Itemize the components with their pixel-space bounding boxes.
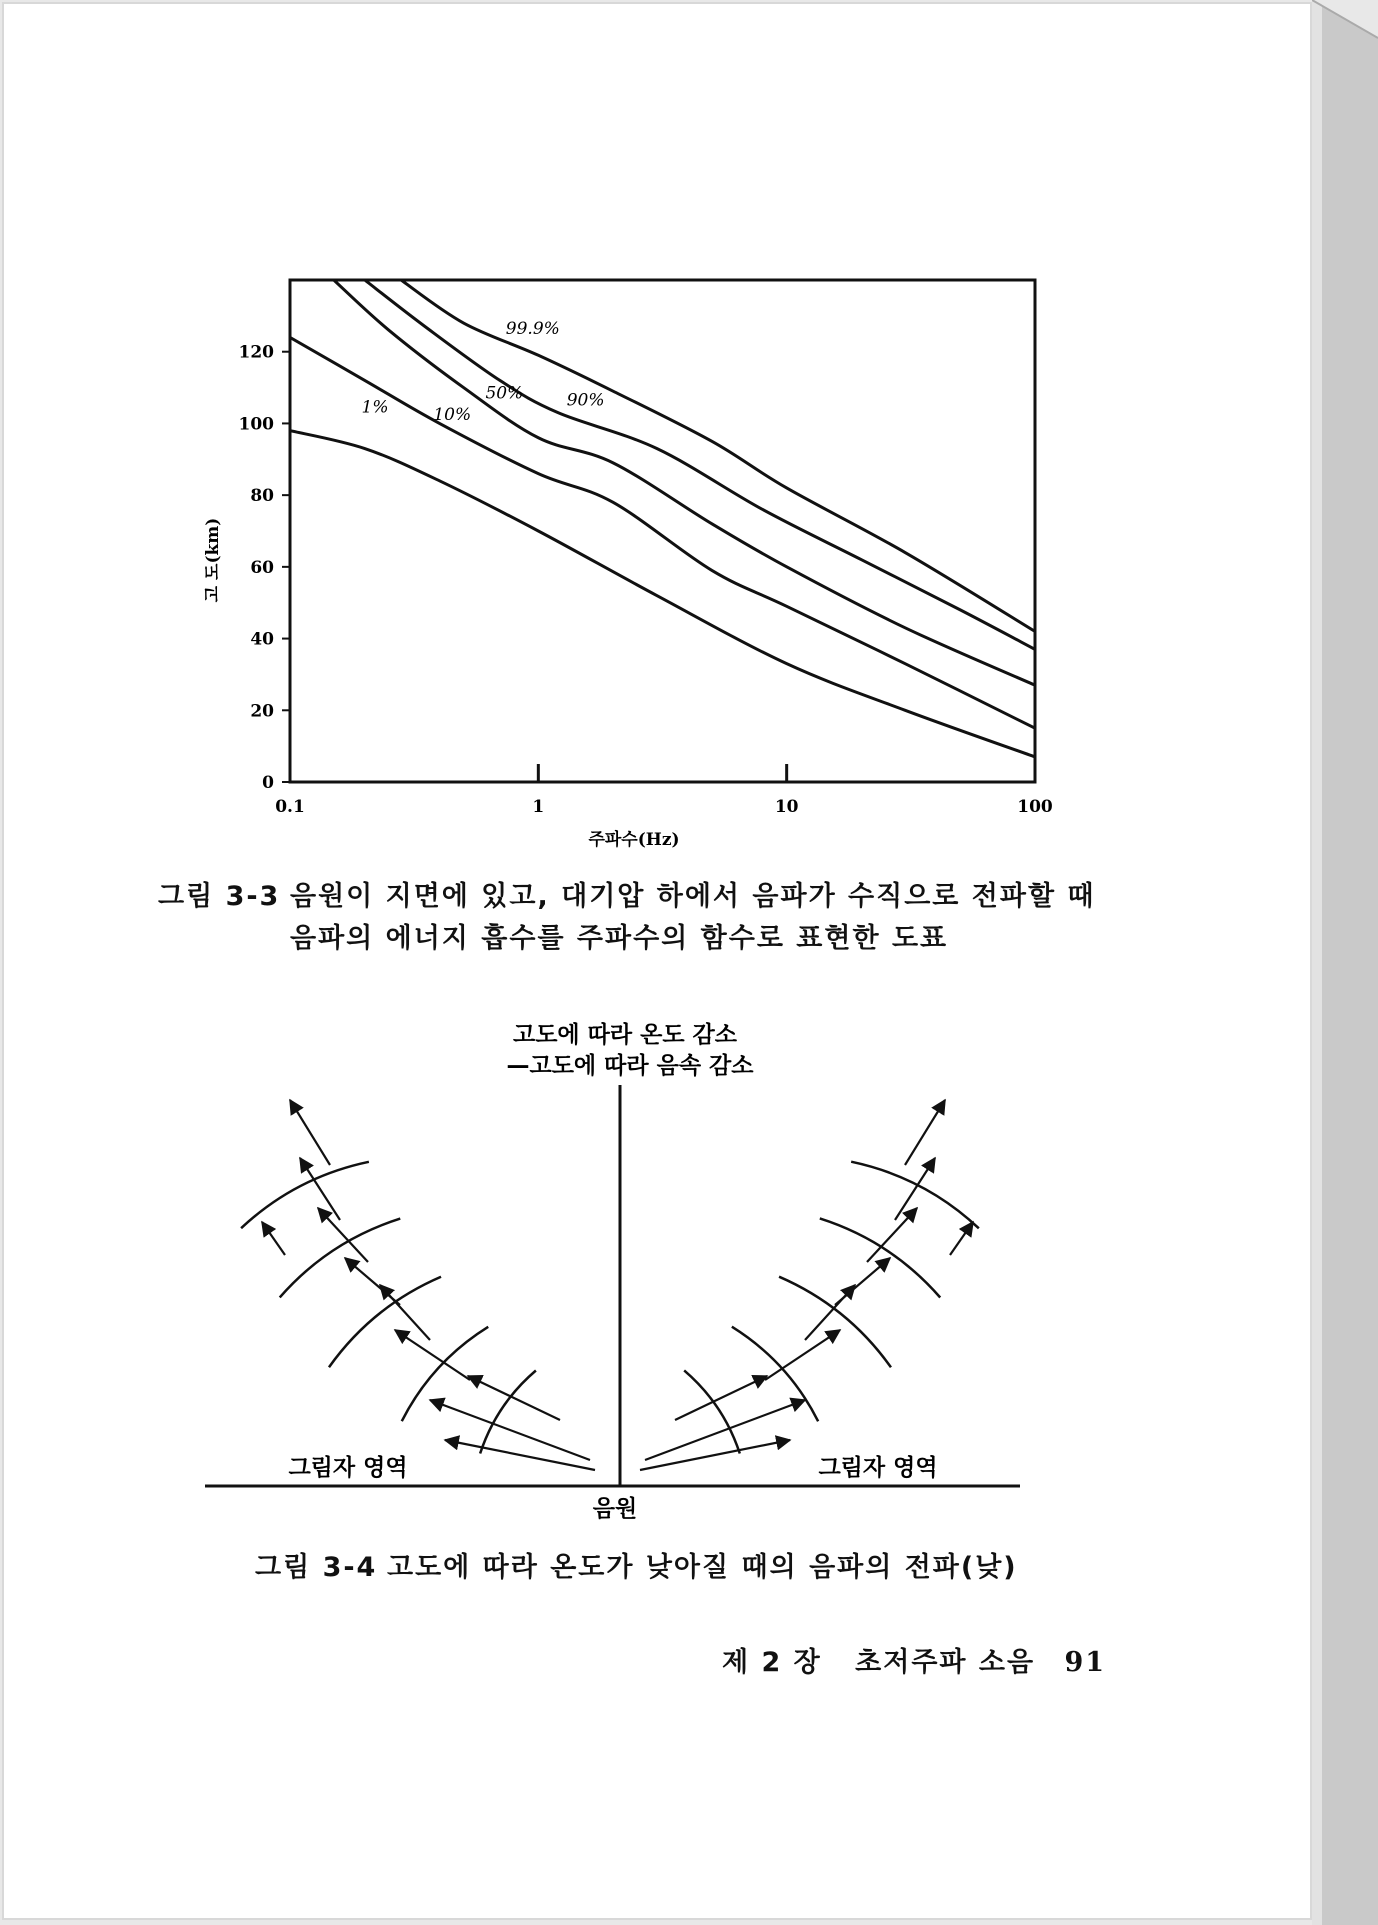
wavefront-arc-left [402, 1327, 488, 1421]
ray-arrow-left [262, 1222, 285, 1255]
footer-page-number: 91 [1064, 1647, 1107, 1678]
figure-3-3-caption-line1: 음원이 지면에 있고, 대기압 하에서 음파가 수직으로 전파할 때 [290, 881, 1096, 912]
shadow-zone-right-label: 그림자 영역 [818, 1455, 938, 1481]
ray-arrow-left [345, 1258, 400, 1305]
series-label: 90% [566, 390, 605, 411]
wavefront-arc-right [851, 1162, 979, 1229]
series-line-90 [365, 280, 1035, 649]
series-line-1 [290, 431, 1035, 757]
y-tick-label: 80 [250, 486, 274, 507]
x-tick-label: 10 [774, 797, 799, 817]
footer-title: 초저주파 소음 [855, 1647, 1036, 1678]
ray-arrow-right [645, 1400, 805, 1460]
ray-arrow-left [430, 1400, 590, 1460]
x-tick-label: 0.1 [275, 797, 305, 817]
ray-arrow-left [445, 1440, 595, 1470]
y-tick-label: 0 [262, 773, 274, 793]
figure-3-4-caption [255, 1545, 1018, 1584]
x-axis-label: 주파수(Hz) [588, 830, 680, 850]
ray-arrow-right [905, 1100, 945, 1165]
chart-series-labels [362, 319, 605, 425]
ray-arrow-left [395, 1330, 470, 1380]
chart-series-group [290, 280, 1035, 757]
ray-arrow-right [765, 1330, 840, 1380]
sound-propagation-diagram [0, 1000, 1378, 1540]
ray-arrow-right [640, 1440, 790, 1470]
figure-3-3-caption-continued [290, 916, 948, 955]
x-tick-label: 100 [1017, 797, 1053, 817]
ray-arrow-right [835, 1258, 890, 1305]
wavefront-arc-left [241, 1162, 369, 1228]
figure-3-3-caption-line2: 음파의 에너지 흡수를 주파수의 함수로 표현한 도표 [290, 923, 949, 954]
sound-source-label: 음원 [592, 1496, 638, 1522]
y-tick-label: 20 [250, 701, 274, 722]
y-tick-label: 100 [238, 414, 274, 435]
y-tick-label: 40 [250, 629, 274, 650]
plot-frame [290, 280, 1035, 782]
page-footer [722, 1640, 1106, 1679]
series-line-999 [401, 280, 1035, 631]
ray-arrow-left [468, 1376, 560, 1420]
shadow-zone-left-label: 그림자 영역 [288, 1455, 408, 1481]
altitude-frequency-chart [0, 0, 1378, 860]
wavefront-arc-right [779, 1277, 891, 1368]
top-label-line1: 고도에 따라 온도 감소 [513, 1022, 737, 1048]
ray-arrow-right [950, 1222, 973, 1255]
y-tick-label: 60 [250, 557, 274, 578]
y-tick-label: 120 [238, 342, 274, 363]
x-tick-label: 1 [532, 797, 545, 817]
series-label: 99.9% [505, 318, 560, 339]
wavefront-arc-right [820, 1218, 940, 1297]
top-label-line2: —고도에 따라 음속 감소 [506, 1053, 754, 1079]
series-line-10 [290, 337, 1035, 728]
series-line-50 [334, 280, 1035, 685]
series-label: 10% [433, 404, 472, 425]
series-label: 1% [361, 397, 389, 418]
wavefront-arcs [241, 1162, 979, 1454]
figure-3-3-caption [158, 874, 1096, 913]
figure-3-3-label: 그림 3-3 [158, 881, 281, 912]
ray-arrow-left [290, 1100, 330, 1165]
series-label: 50% [485, 383, 524, 404]
ray-arrows [262, 1100, 973, 1470]
chart-axes [239, 280, 1053, 817]
y-axis-label: 고 도(km) [203, 517, 223, 603]
figure-3-4-caption-text: 고도에 따라 온도가 낮아질 때의 음파의 전파(낮) [387, 1552, 1018, 1583]
wavefront-arc-left [480, 1370, 536, 1453]
footer-chapter: 제 2 장 [722, 1647, 822, 1678]
figure-3-4-label: 그림 3-4 [255, 1552, 378, 1583]
